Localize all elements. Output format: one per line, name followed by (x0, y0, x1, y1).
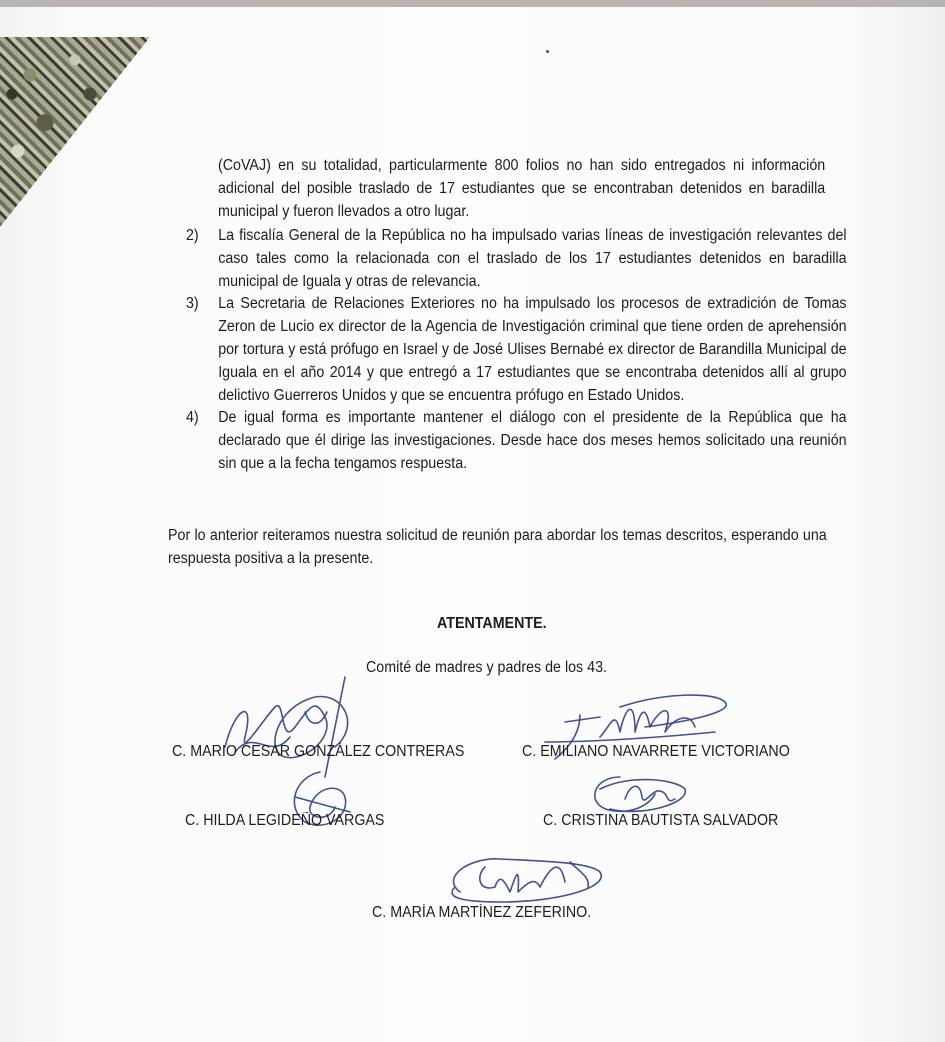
item-text: De igual forma es importante mantener el diálogo con el presidente de la República que ha declarado que él dirige las investigaciones. Desde hace dos meses hemos solicitado una reunión sin que a la fecha tengamos respuesta. (218, 409, 847, 472)
item-number: 3) (186, 295, 199, 313)
sign-off: ATENTAMENTE. (437, 615, 547, 632)
list-item (186, 293, 847, 407)
signatory-name: C. MARÍA MARTÍNEZ ZEFERINO. (372, 904, 592, 921)
item-number: 4) (186, 409, 199, 427)
item-text: La Secretaria de Relaciones Exteriores no ha impulsado los procesos de extradición de Tomas Zeron de Lucio ex director de la Agencia de Investigación criminal que tiene orden de aprehensión por tortura y está prófugo en Israel y de José Ulises Bernabé ex director de Barandilla Municipal de Iguala en el año 2014 y que entregó a 17 estudiantes que se encontraba detenidos allí al grupo delictivo Guerreros Unidos y que se encuentra prófugo en Estado Unidos. (218, 295, 847, 404)
item-number: 2) (186, 227, 199, 244)
signatory-name: C. EMILIANO NAVARRETE VICTORIANO (522, 743, 790, 760)
closing-paragraph: Por lo anterior reiteramos nuestra solicitud de reunión para abordar los temas descritos, esperando una respuesta positiva a la presente. (168, 527, 827, 567)
paper-speck (546, 50, 549, 53)
demands-list (186, 225, 847, 476)
list-item (186, 407, 847, 475)
signatory-name: C. HILDA LEGIDEÑO VARGAS (185, 812, 385, 829)
document-page (0, 7, 945, 1042)
list-item (186, 225, 847, 293)
signatory-name: C. CRISTINA BAUTISTA SALVADOR (543, 812, 779, 829)
committee-name: Comité de madres y padres de los 43. (366, 659, 607, 676)
signatory-name: C. MARIO CESAR GONZÁLEZ CONTRERAS (172, 743, 465, 760)
item-text: La fiscalía General de la República no ha impulsado varias líneas de investigación relevantes del caso tales como la relacionada con el traslado de los 17 estudiantes detenidos en baradilla municipal de Iguala y otras de relevancia. (218, 227, 847, 290)
background-fabric (0, 37, 150, 227)
continuation-paragraph: (CoVAJ) en su totalidad, particularmente 800 folios no han sido entregados ni información adicional del posible traslado de 17 estudiantes que se encontraban detenidos en baradilla municipal y fueron llevados a otro lugar. (218, 157, 826, 220)
top-border (0, 0, 945, 7)
